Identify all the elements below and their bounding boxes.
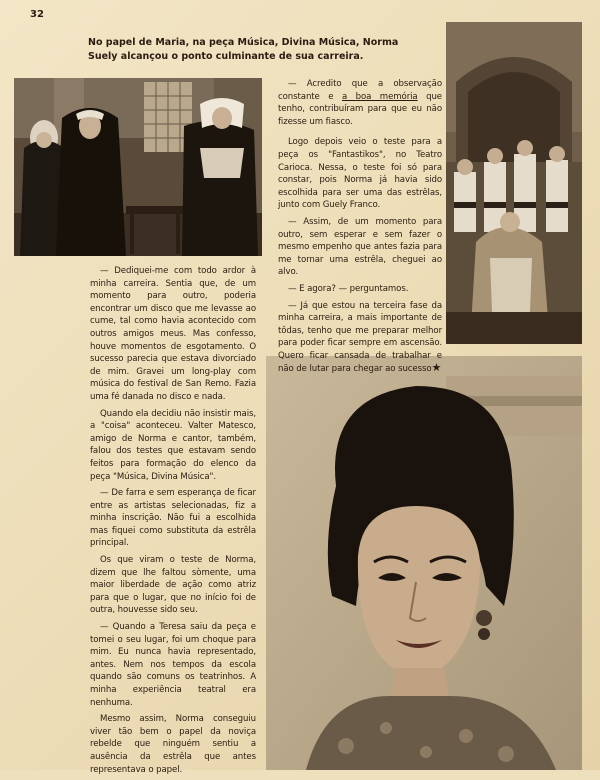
paragraph: — E agora? — perguntamos. [288, 283, 409, 294]
stage-photo-cast [446, 22, 582, 344]
paragraph: Logo depois veio o teste para a peça os "Fantastikos", no Teatro Carioca. Nessa, o teste foi só para constar, pois Norma já havia sido escolhida para ser uma das estrêlas, junto com Guely Franco. [278, 137, 442, 211]
article-column-right [278, 78, 442, 380]
portrait-photo [266, 356, 582, 770]
photo-caption: No papel de Maria, na peça Música, Divina Música, Norma Suely alcançou o ponto culminante de sua carreira. [88, 37, 399, 62]
paragraph: Quando ela decidiu não insistir mais, a "coisa" aconteceu. Valter Matesco, amigo de Norma e cantor, também, falou dos testes que estavam sendo feitos para formação do elenco da peça "Música, Divina Música". [90, 408, 256, 482]
stage-photo-nuns [14, 78, 262, 256]
text-run: que tenho, contribuíram para que eu não fizesse um fiasco. [278, 91, 442, 127]
page-number: 32 [30, 9, 44, 20]
paragraph: — Quando a Teresa saiu da peça e tomei o seu lugar, foi um choque para mim. Eu nunca havia representado, antes. Nem nos tempos da escola quando são comuns os teatrinhos. A minha experiência teatral era nenhuma. [90, 622, 256, 708]
paragraph: — De farra e sem esperança de ficar entre as artistas selecionadas, fiz a minha inscrição. Não fui a escolhida mas fiquei como substituta da estrêla principal. [90, 488, 256, 549]
end-star-icon: ★ [431, 361, 442, 375]
paragraph-final [278, 300, 442, 377]
paragraph: Os que viram o teste de Norma, dizem que lhe faltou sòmente, uma maior liberdade de ação como atriz para que o lugar, que no início foi de outra, houvesse sido seu. [90, 555, 256, 616]
text-run: — Já que estou na terceira fase da minha carreira, a mais importante de tôdas, tenho que me preparar melhor para poder ficar sempre em ascensão. Quero ficar cansada de trabalhar e não de lutar para chegar ao sucesso [278, 300, 442, 375]
text-run: — Acredito que a observação constante e [278, 79, 442, 102]
paragraph: — Dediquei-me com todo ardor à minha carreira. Sentia que, de um momento para outro, poderia encontrar um disco que me levasse ao cume, tal como havia acontecido com outros amigos meus. Mas confesso, houve momentos de esgotamento. O sucesso parecia que estava divorciado de mim. Gravei um long-play com música do festival de San Remo. Fazia uma fé danada no disco e nada. [90, 266, 256, 402]
paragraph-with-underline [278, 78, 442, 128]
paragraph: Mesmo assim, Norma conseguiu viver tão bem o papel da noviça rebelde que ninguém sentiu a ausência da estrêla que antes representava o papel. [90, 714, 256, 775]
underlined-text: a boa memória [341, 91, 418, 102]
article-column-left [90, 265, 256, 780]
paragraph: — Assim, de um momento para outro, sem esperar e sem fazer o mesmo empenho que antes fazia para me tornar uma estrêla, cheguei ao alvo. [278, 216, 442, 278]
